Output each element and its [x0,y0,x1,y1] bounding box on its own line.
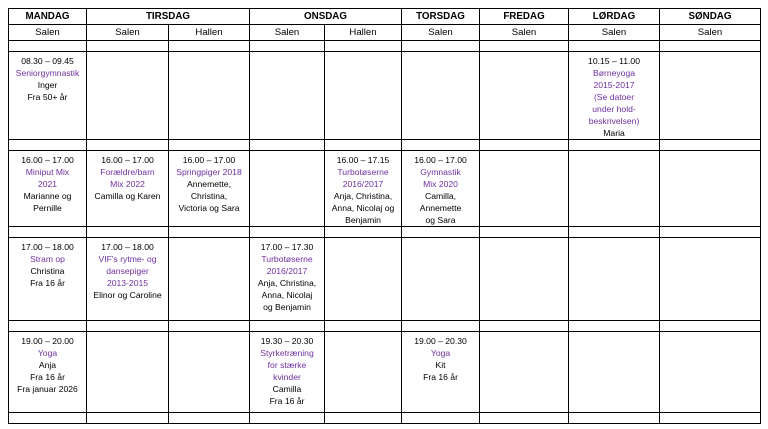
class-cell [402,332,480,413]
empty-cell [9,41,87,52]
class-info: Fra 16 år [269,396,305,406]
class-time: 17.00 – 18.00 [21,242,74,252]
class-name: Mix 2022 [110,179,145,189]
empty-cell [9,413,87,424]
class-time: 17.00 – 18.00 [101,242,154,252]
class-time: 08.30 – 09.45 [21,56,74,66]
empty-cell [480,140,569,151]
class-cell [9,151,87,227]
class-time: 16.00 – 17.00 [182,155,236,165]
day-header: ONSDAG [250,9,402,25]
day-header: MANDAG [9,9,87,25]
empty-cell [569,41,660,52]
class-info: Fra 50+ år [27,92,68,102]
class-info: Kit [435,360,446,370]
class-name: dansepiger [106,266,149,276]
class-name: Stram op [30,254,65,264]
empty-cell [169,413,250,424]
class-time: 16.00 – 17.15 [336,155,390,165]
class-info: Marianne og [23,191,72,201]
empty-cell [480,413,569,424]
empty-cell [660,227,761,238]
class-cell [402,151,480,227]
room-header: Salen [87,25,169,41]
class-info: Pernille [33,203,62,213]
class-cell [325,151,402,227]
class-info: Anna, Nicolaj [261,290,313,300]
empty-cell [660,140,761,151]
empty-cell [660,321,761,332]
class-time: 16.00 – 17.00 [101,155,154,165]
class-info: Anja, Christina, [333,191,393,201]
class-name: 2016/2017 [342,179,384,189]
empty-cell [325,238,402,321]
empty-cell [402,52,480,140]
class-cell [250,332,325,413]
day-header: FREDAG [480,9,569,25]
class-info: Annemette [419,203,462,213]
empty-cell [325,52,402,140]
empty-cell [660,52,761,140]
empty-cell [402,41,480,52]
room-header: Salen [660,25,761,41]
empty-cell [569,332,660,413]
empty-cell [169,238,250,321]
empty-cell [402,413,480,424]
schedule-table [8,8,761,424]
empty-cell [250,41,325,52]
empty-cell [9,227,87,238]
class-time: 16.00 – 17.00 [414,155,467,165]
empty-cell [569,227,660,238]
room-header: Salen [402,25,480,41]
empty-cell [9,321,87,332]
class-name: Styrketræning [260,348,314,358]
empty-cell [569,238,660,321]
day-header: TIRSDAG [87,9,250,25]
class-cell [87,238,169,321]
day-header: LØRDAG [569,9,660,25]
day-header: TORSDAG [402,9,480,25]
empty-cell [325,332,402,413]
class-info: Elinor og Caroline [93,290,162,300]
class-info: Anja [38,360,57,370]
class-name: Springpiger 2018 [176,167,242,177]
class-info: og Benjamin [263,302,311,312]
empty-cell [660,413,761,424]
schedule-row [9,332,761,413]
empty-cell [250,140,325,151]
class-name: Seniorgymnastik [15,68,80,78]
class-name: Gymnastik [420,167,461,177]
class-cell [169,151,250,227]
empty-cell [480,238,569,321]
empty-cell [402,227,480,238]
class-name: for stærke [267,360,307,370]
class-info: Anja, Christina, [257,278,317,288]
empty-cell [325,413,402,424]
class-info: Fra 16 år [423,372,458,382]
empty-cell [480,227,569,238]
class-cell [569,52,660,140]
class-name: Turbotøserne [337,167,389,177]
class-name: (Se datoer [593,92,635,102]
class-info: Fra 16 år [30,372,65,382]
spacer-row [9,413,761,424]
room-header: Salen [480,25,569,41]
empty-cell [169,52,250,140]
day-header: SØNDAG [660,9,761,25]
empty-cell [87,140,169,151]
empty-cell [250,321,325,332]
class-info: Fra januar 2026 [17,384,78,394]
schedule [8,8,761,424]
class-info: Victoria og Sara [178,203,240,213]
class-cell [87,151,169,227]
class-info: Anna, Nicolaj og [331,203,395,213]
empty-cell [660,151,761,227]
class-cell [9,238,87,321]
class-name: Yoga [430,348,451,358]
class-name: 2013-2015 [106,278,149,288]
spacer-row [9,41,761,52]
room-header: Hallen [325,25,402,41]
class-info: og Sara [425,215,456,225]
empty-cell [87,321,169,332]
empty-cell [402,321,480,332]
empty-cell [660,332,761,413]
empty-cell [87,413,169,424]
class-info: Benjamin [345,215,381,225]
class-name: VIF's rytme- og [98,254,157,264]
class-info: Annemette, [187,179,231,189]
schedule-row [9,238,761,321]
empty-cell [87,332,169,413]
class-time: 19.00 – 20.00 [21,336,74,346]
empty-cell [169,227,250,238]
day-header-row [9,9,761,25]
class-info: Inger [37,80,58,90]
class-info: Camilla [272,384,302,394]
class-name: 2015-2017 [593,80,635,90]
class-info: Christina, [190,191,228,201]
class-time: 17.00 – 17.30 [260,242,314,252]
empty-cell [569,413,660,424]
empty-cell [660,238,761,321]
class-time: 19.30 – 20.30 [260,336,314,346]
class-cell [250,238,325,321]
class-name: 2021 [37,179,58,189]
room-header: Salen [250,25,325,41]
class-name: 2016/2017 [266,266,308,276]
empty-cell [480,151,569,227]
empty-cell [325,140,402,151]
class-info: Camilla og Karen [94,191,161,201]
empty-cell [250,151,325,227]
empty-cell [480,332,569,413]
class-time: 10.15 – 11.00 [588,56,640,66]
empty-cell [9,140,87,151]
empty-cell [87,52,169,140]
empty-cell [325,41,402,52]
empty-cell [87,227,169,238]
empty-cell [250,413,325,424]
class-info: Fra 16 år [30,278,65,288]
empty-cell [325,321,402,332]
empty-cell [169,332,250,413]
empty-cell [569,151,660,227]
spacer-row [9,321,761,332]
class-name: Børneyoga [592,68,636,78]
class-info: Christina [30,266,65,276]
empty-cell [660,41,761,52]
class-time: 19.00 – 20.30 [414,336,467,346]
empty-cell [569,140,660,151]
class-name: Yoga [37,348,58,358]
empty-cell [250,227,325,238]
class-name: under hold- [592,104,636,114]
room-header: Salen [9,25,87,41]
spacer-row [9,140,761,151]
empty-cell [169,321,250,332]
class-name: kvinder [273,372,301,382]
spacer-row [9,227,761,238]
empty-cell [480,52,569,140]
empty-cell [480,321,569,332]
room-header-row [9,25,761,41]
class-info: Maria [603,128,625,138]
schedule-row [9,52,761,140]
empty-cell [480,41,569,52]
empty-cell [402,140,480,151]
class-name: Turbotøserne [261,254,313,264]
class-name: beskrivelsen) [588,116,640,126]
empty-cell [87,41,169,52]
class-name: Miniput Mix [25,167,70,177]
class-info: Camilla, [424,191,457,201]
class-name: Forældre/barn [100,167,155,177]
class-name: Mix 2020 [423,179,458,189]
class-cell [9,52,87,140]
empty-cell [250,52,325,140]
class-time: 16.00 – 17.00 [21,155,74,165]
empty-cell [169,140,250,151]
room-header: Salen [569,25,660,41]
class-cell [9,332,87,413]
empty-cell [169,41,250,52]
empty-cell [569,321,660,332]
empty-cell [325,227,402,238]
room-header: Hallen [169,25,250,41]
schedule-row [9,151,761,227]
empty-cell [402,238,480,321]
